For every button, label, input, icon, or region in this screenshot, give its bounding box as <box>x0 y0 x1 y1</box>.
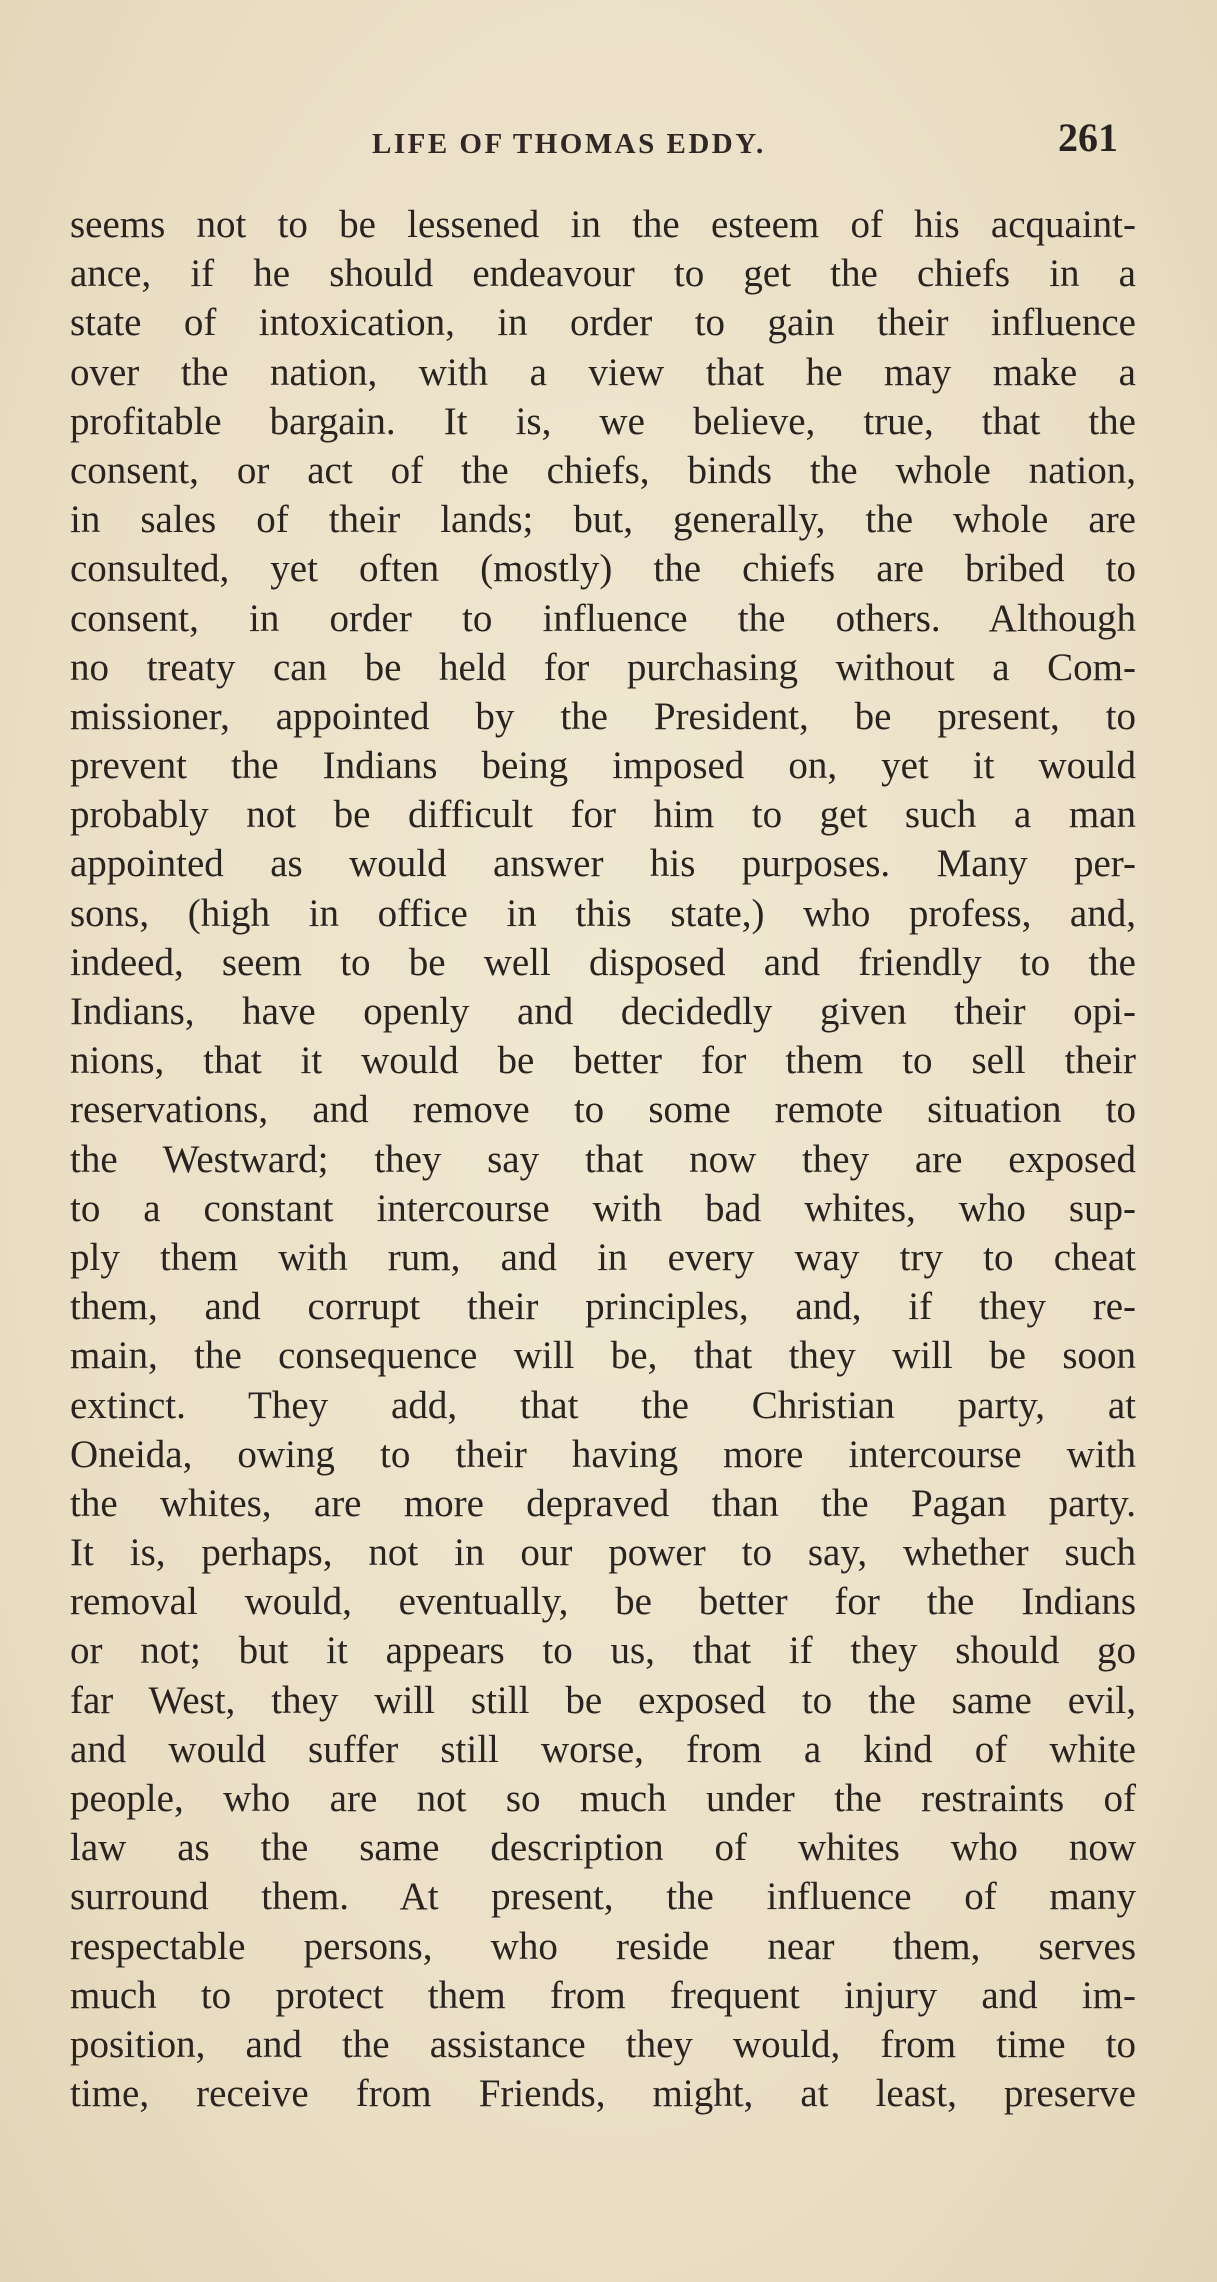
text-line: and would suffer still worse, from a kind of white <box>70 1727 1136 1771</box>
text-line: Indians, have openly and decidedly given their opi- <box>70 990 1136 1033</box>
text-line: probably not be difficult for him to get such a man <box>70 793 1136 837</box>
text-line: It is, perhaps, not in our power to say, whether such <box>70 1531 1136 1575</box>
text-line: much to protect them from frequent injury and im- <box>70 1973 1136 2017</box>
text-line: Oneida, owing to their having more intercourse with <box>70 1432 1136 1476</box>
text-line: no treaty can be held for purchasing without a Com- <box>70 645 1136 689</box>
text-line: seems not to be lessened in the esteem of his acquaint- <box>70 203 1136 246</box>
text-line: prevent the Indians being imposed on, yet it would <box>70 744 1136 788</box>
text-line: to a constant intercourse with bad whites, who sup- <box>70 1186 1136 1230</box>
text-line: time, receive from Friends, might, at least, preserve <box>70 2072 1136 2116</box>
text-line: state of intoxication, in order to gain their influence <box>70 301 1136 345</box>
text-line: reservations, and remove to some remote situation to <box>70 1088 1136 1132</box>
text-line: in sales of their lands; but, generally, the whole are <box>70 498 1136 542</box>
text-line: the Westward; they say that now they are exposed <box>70 1137 1136 1181</box>
text-line: removal would, eventually, be better for the Indians <box>70 1580 1136 1624</box>
text-line: far West, they will still be exposed to the same evil, <box>70 1678 1136 1722</box>
text-line: them, and corrupt their principles, and, if they re- <box>70 1285 1136 1329</box>
text-line: profitable bargain. It is, we believe, true, that the <box>70 399 1136 443</box>
text-line: indeed, seem to be well disposed and friendly to the <box>70 940 1136 984</box>
text-line: position, and the assistance they would, from time to <box>70 2022 1136 2066</box>
text-line: surround them. At present, the influence of many <box>70 1875 1136 1919</box>
text-line: over the nation, with a view that he may make a <box>70 350 1136 394</box>
text-line: consulted, yet often (mostly) the chiefs are bribed to <box>70 547 1136 591</box>
text-line: consent, in order to influence the others. Although <box>70 596 1136 640</box>
text-line: consent, or act of the chiefs, binds the whole nation, <box>70 448 1136 492</box>
text-line: appointed as would answer his purposes. Many per- <box>70 842 1136 886</box>
text-line: people, who are not so much under the restraints of <box>70 1777 1136 1820</box>
text-line: ply them with rum, and in every way try to cheat <box>70 1235 1136 1279</box>
text-line: respectable persons, who reside near them, serves <box>70 1924 1136 1968</box>
page-number: 261 <box>1058 115 1118 160</box>
text-line: extinct. They add, that the Christian party, at <box>70 1383 1136 1427</box>
running-title: LIFE OF THOMAS EDDY. <box>372 128 766 160</box>
text-line: the whites, are more depraved than the Pagan party. <box>70 1481 1136 1525</box>
text-line: sons, (high in office in this state,) who profess, and, <box>70 891 1136 935</box>
text-line: ance, if he should endeavour to get the chiefs in a <box>70 252 1136 296</box>
text-line: missioner, appointed by the President, be present, to <box>70 694 1136 738</box>
text-line: law as the same description of whites who now <box>70 1826 1136 1870</box>
text-line: or not; but it appears to us, that if they should go <box>70 1629 1136 1673</box>
body-text <box>70 200 1136 2118</box>
text-line: main, the consequence will be, that they will be soon <box>70 1334 1136 1378</box>
text-line: nions, that it would be better for them to sell their <box>70 1039 1136 1083</box>
